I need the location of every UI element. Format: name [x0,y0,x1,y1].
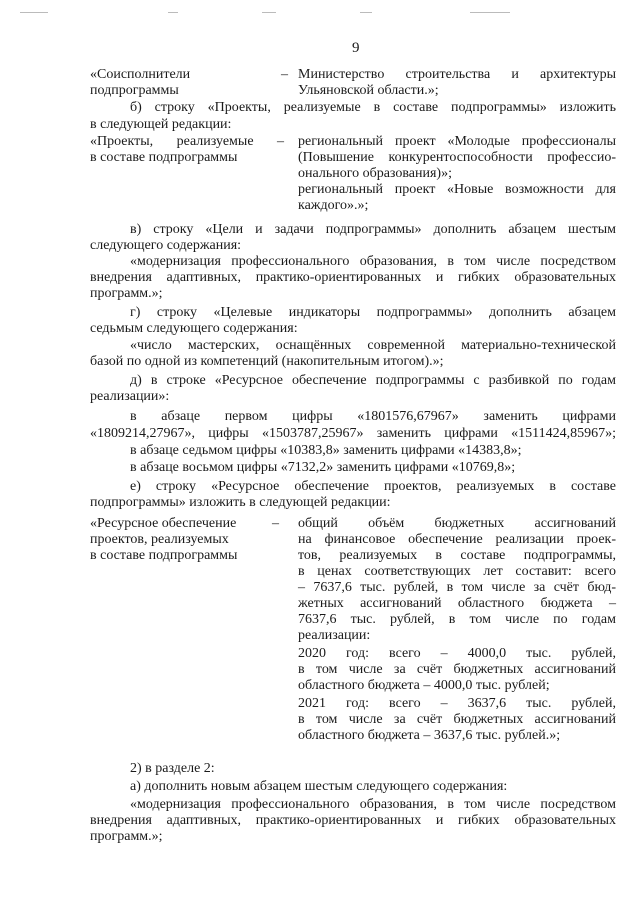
scan-artifact [470,12,510,13]
scan-artifact [168,12,178,13]
item-v-line1: в) строку «Цели и задачи подпрограммы» дополнить абзацем шестым [130,222,616,237]
projects-value-line4: региональный проект «Новые возможности для [298,182,616,197]
item-d-line5: в абзаце седьмом цифры «10383,8» заменить цифрами «14383,8»; [130,443,522,458]
resources-value-line5: – 7637,6 тыс. рублей, в том числе за счёт бюд- [298,580,616,595]
item-d-line6: в абзаце восьмом цифры «7132,2» заменить цифрами «10769,8»; [130,460,516,475]
section-2-quote-line3: программ.»; [90,829,163,844]
resources-value-line3: тов, реализуемых в составе подпрограммы, [298,548,616,563]
resources-value-line9: 2020 год: всего – 4000,0 тыс. рублей, [298,646,616,661]
section-2-line2: а) дополнить новым абзацем шестым следующего содержания: [130,779,508,794]
item-v-quote-line1: «модернизация профессионального образования, в том числе посредством [130,254,616,269]
resources-value-line7: 7637,6 тыс. рублей, в том числе по годам [298,612,616,627]
page-number: 9 [352,40,360,56]
scan-artifact [262,12,276,13]
item-g-line1: г) строку «Целевые индикаторы подпрограммы» дополнить абзацем [130,305,616,320]
item-v-line2: следующего содержания: [90,238,242,253]
resources-value-line6: жетных ассигнований областного бюджета – [298,596,616,611]
resources-label-line2: проектов, реализуемых [90,532,229,547]
projects-value-line3: онального образования)»; [298,166,452,181]
section-2-line1: 2) в разделе 2: [130,761,215,776]
item-b-line1: б) строку «Проекты, реализуемые в составе подпрограммы» изложить [130,100,616,115]
scan-artifact [20,12,48,13]
co-exec-value-line2: Ульяновской области.»; [298,83,439,98]
section-2-quote-line2: внедрения адаптивных, практико-ориентированных и гибких образовательных [90,813,616,828]
co-exec-dash: – [281,67,288,82]
projects-label-line1: «Проекты, реализуемые – [90,134,284,149]
section-2-quote-line1: «модернизация профессионального образования, в том числе посредством [130,797,616,812]
resources-value-line10: в том числе за счёт бюджетных ассигнований [298,662,616,677]
scan-artifact [360,12,372,13]
co-exec-label-line2: подпрограммы [90,83,179,98]
resources-dash: – [272,516,279,531]
co-exec-label-line1: «Соисполнители [90,67,191,82]
item-v-quote-line3: программ.»; [90,286,163,301]
resources-value-line2: на финансовое обеспечение реализации проек- [298,532,616,547]
item-d-line1: д) в строке «Ресурсное обеспечение подпрограммы с разбивкой по годам [130,373,616,388]
resources-value-line1: общий объём бюджетных ассигнований [298,516,616,531]
resources-value-line4: в ценах соответствующих лет составит: всего [298,564,616,579]
projects-value-line2: (Повышение конкурентоспособности профессио- [298,150,616,165]
projects-value-line1: региональный проект «Молодые профессионалы [298,134,616,149]
resources-value-line12: 2021 год: всего – 3637,6 тыс. рублей, [298,696,616,711]
item-e-line2: подпрограммы» изложить в следующей редакции: [90,495,391,510]
resources-label-line1: «Ресурсное обеспечение [90,516,237,531]
projects-value-line5: каждого».»; [298,198,369,213]
resources-value-line11: областного бюджета – 4000,0 тыс. рублей; [298,678,550,693]
item-b-line2: в следующей редакции: [90,117,232,132]
resources-label-line3: в составе подпрограммы [90,548,238,563]
item-d-line2: реализации»: [90,389,170,404]
resources-value-line8: реализации: [298,628,371,643]
item-d-line3: в абзаце первом цифры «1801576,67967» заменить цифрами [130,409,616,424]
item-g-quote-line1: «число мастерских, оснащённых современной материально-технической [130,338,616,353]
resources-value-line14: областного бюджета – 3637,6 тыс. рублей.»; [298,728,561,743]
item-e-line1: е) строку «Ресурсное обеспечение проектов, реализуемых в составе [130,479,616,494]
resources-value-line13: в том числе за счёт бюджетных ассигнований [298,712,616,727]
projects-label-line2: в составе подпрограммы [90,150,238,165]
co-exec-value-line1: Министерство строительства и архитектуры [298,67,616,82]
item-g-line2: седьмым следующего содержания: [90,321,298,336]
item-d-line4: «1809214,27967», цифры «1503787,25967» заменить цифрами «1511424,85967»; [90,426,616,441]
item-g-quote-line2: базой по одной из компетенций (накопительным итогом).»; [90,354,444,369]
item-v-quote-line2: внедрения адаптивных, практико-ориентированных и гибких образовательных [90,270,616,285]
